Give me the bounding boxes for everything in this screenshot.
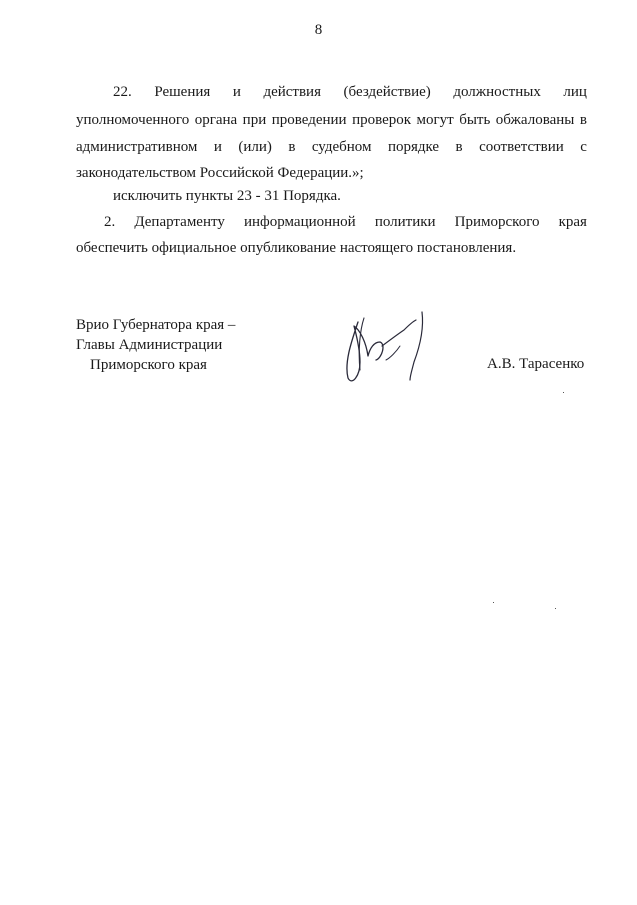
word: проверок: [352, 112, 412, 128]
word: могут: [416, 112, 454, 128]
word: соответствии: [479, 139, 564, 155]
scan-speck: [493, 602, 494, 603]
word: (или): [238, 139, 272, 155]
word: Департаменту: [134, 214, 225, 230]
word: судебном: [311, 139, 372, 155]
word: в: [579, 112, 587, 128]
word: с: [580, 139, 587, 155]
word: лиц: [563, 84, 587, 100]
word: и: [213, 139, 222, 155]
word: края: [558, 214, 587, 230]
paragraph-22-line-1: [76, 82, 587, 102]
word: в: [288, 139, 296, 155]
word: Приморского: [454, 214, 540, 230]
word: при: [242, 112, 267, 128]
word: административном: [76, 139, 198, 155]
scan-speck: [555, 608, 556, 609]
word: 2.: [104, 214, 116, 230]
exclude-points-line: исключить пункты 23 - 31 Порядка.: [113, 188, 341, 204]
word: обжалованы: [495, 112, 575, 128]
word: органа: [194, 112, 238, 128]
word: в: [455, 139, 463, 155]
paragraph-22-line-3: [76, 137, 587, 157]
word: Решения: [154, 84, 211, 100]
signatory-title: [76, 315, 235, 375]
word: действия: [263, 84, 321, 100]
page-number: 8: [314, 22, 323, 38]
signatory-title-line: Врио Губернатора края –: [76, 317, 236, 333]
paragraph-2-line-2: обеспечить официальное опубликование настоящего постановления.: [76, 240, 517, 256]
word: и: [232, 84, 241, 100]
word: информационной: [243, 214, 356, 230]
word: политики: [374, 214, 436, 230]
paragraph-22-line-4: законодательством Российской Федерации.»;: [76, 165, 364, 181]
signer-name: А.В. Тарасенко: [487, 356, 585, 372]
word: 22.: [113, 84, 132, 100]
word: должностных: [453, 84, 541, 100]
paragraph-22-line-2: [76, 110, 587, 130]
paragraph-2-line-1: [76, 212, 587, 232]
signatory-title-line: Приморского края: [90, 357, 207, 373]
word: уполномоченного: [76, 112, 190, 128]
word: (бездействие): [343, 84, 431, 100]
handwritten-signature: [330, 300, 440, 390]
word: порядке: [387, 139, 440, 155]
signatory-title-line: Главы Администрации: [76, 337, 223, 353]
scan-speck: [563, 392, 564, 393]
word: быть: [459, 112, 491, 128]
word: проведении: [271, 112, 347, 128]
